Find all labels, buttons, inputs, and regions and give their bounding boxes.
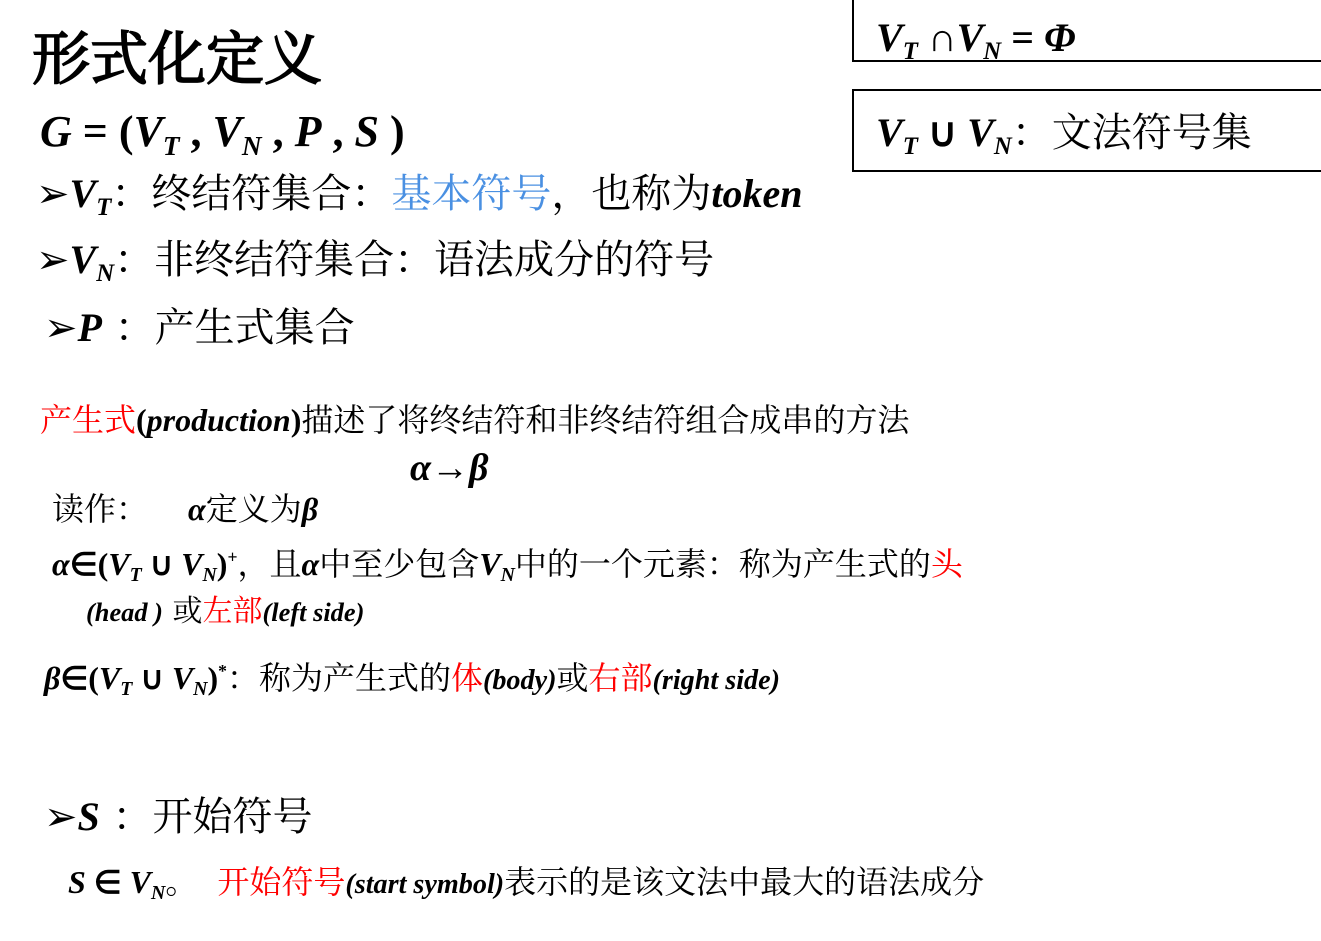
right-part-red: 右部 xyxy=(588,659,653,697)
left-side-english: (left side) xyxy=(262,597,365,627)
vn-symbol: V xyxy=(212,107,242,156)
or-text: 或 xyxy=(162,594,203,629)
vn-symbol: V xyxy=(69,237,97,282)
production-term-red: 产生式 xyxy=(40,401,137,439)
comma: , xyxy=(321,107,355,156)
alpha-definition-continuation xyxy=(86,594,365,629)
bullet-arrow-icon: ➢ xyxy=(36,171,70,217)
subscript-n: N xyxy=(193,678,208,701)
empty-set-symbol: Φ xyxy=(1044,15,1076,60)
list-item-s xyxy=(44,794,313,840)
vn-description: 非终结符集合：语法成分的符号 xyxy=(154,237,715,283)
read-as-line xyxy=(52,490,319,528)
subscript-t: T xyxy=(120,678,133,701)
bullet-arrow-icon: ➢ xyxy=(44,305,78,351)
head-english: (head ) xyxy=(86,597,163,627)
production-description xyxy=(40,401,910,439)
also-called-text: ，也称为 xyxy=(551,171,712,217)
start-symbol-english: (start symbol) xyxy=(345,869,505,900)
intersection-operator: ∩ xyxy=(917,15,957,60)
period: 。 xyxy=(165,863,198,901)
equals-sign: = xyxy=(1001,15,1044,60)
basic-symbol-highlight: 基本符号 xyxy=(391,171,552,217)
beta-symbol: β xyxy=(469,447,489,489)
beta-definition-line xyxy=(44,659,780,701)
alpha-symbol: α xyxy=(52,546,70,582)
paren: ( xyxy=(136,402,147,438)
subscript-n: N xyxy=(500,564,515,587)
vt-symbol: V xyxy=(133,107,163,156)
alpha-symbol: α xyxy=(188,491,206,527)
union-formula xyxy=(876,110,1252,160)
left-part-red: 左部 xyxy=(202,594,263,629)
vn-symbol: V xyxy=(181,546,203,582)
start-symbol-term-red: 开始符号 xyxy=(217,863,346,901)
p-symbol: P xyxy=(294,107,322,156)
vn-symbol: V xyxy=(967,110,994,155)
list-item-vt xyxy=(36,171,803,221)
s-symbol: S xyxy=(68,864,86,900)
plus-superscript: + xyxy=(227,546,238,567)
union-operator: ∪ xyxy=(917,110,968,155)
defined-as-text: 定义为 xyxy=(205,490,302,528)
s-symbol: S xyxy=(354,107,379,156)
list-item-vn xyxy=(36,237,715,287)
vt-symbol: V xyxy=(108,546,130,582)
vt-symbol: V xyxy=(98,660,121,696)
production-text: 描述了将终结符和非终结符组合成串的方法 xyxy=(301,401,910,439)
comma: , xyxy=(261,107,295,156)
equals-paren: = ( xyxy=(71,107,134,156)
union-description: 文法符号集 xyxy=(1051,110,1252,156)
vn-symbol: V xyxy=(129,864,152,900)
colon: ： xyxy=(101,305,155,351)
paren: ) xyxy=(290,402,302,438)
list-item-p xyxy=(44,305,355,351)
alpha-symbol: α xyxy=(301,546,320,582)
body-english: (body) xyxy=(482,665,557,696)
head-description: 中的一个元素：称为产生式的 xyxy=(514,545,931,583)
colon: ： xyxy=(114,237,155,283)
comma: , xyxy=(179,107,213,156)
or-text: 或 xyxy=(556,659,589,697)
union-operator: ∪ xyxy=(141,546,182,582)
s-description: 开始符号 xyxy=(152,794,313,840)
colon: ： xyxy=(1011,110,1052,156)
token-term: token xyxy=(711,171,803,216)
body-description: ：称为产生式的 xyxy=(226,659,451,697)
right-side-english: (right side) xyxy=(652,665,780,696)
beta-symbol: β xyxy=(301,491,319,527)
close-paren: ) xyxy=(207,660,219,696)
bullet-arrow-icon: ➢ xyxy=(36,237,70,283)
subscript-t: T xyxy=(902,37,918,65)
read-as-label: 读作： xyxy=(52,490,149,528)
production-english: production xyxy=(146,402,291,438)
close-paren: ) xyxy=(216,546,228,582)
vt-symbol: V xyxy=(69,171,97,216)
subscript-t: T xyxy=(162,130,180,161)
vn-symbol: V xyxy=(956,15,984,60)
vt-symbol: V xyxy=(876,15,903,60)
g-symbol: G xyxy=(40,107,72,156)
head-term-red: 头 xyxy=(930,545,963,583)
star-superscript: * xyxy=(218,660,227,681)
vn-symbol: V xyxy=(479,546,501,582)
subscript-n: N xyxy=(96,259,115,287)
bullet-arrow-icon: ➢ xyxy=(44,794,78,840)
subscript-n: N xyxy=(202,564,217,587)
s-symbol: S xyxy=(77,794,100,839)
colon: ： xyxy=(111,171,152,217)
element-of: ∈( xyxy=(69,546,109,582)
and-text: ，且 xyxy=(237,545,302,583)
subscript-t: T xyxy=(96,193,112,221)
alpha-arrow-beta-formula xyxy=(410,448,489,487)
element-of: ∈( xyxy=(60,660,99,696)
vt-description: 终结符集合： xyxy=(151,171,392,217)
subscript-t: T xyxy=(902,132,918,160)
alpha-symbol: α xyxy=(410,447,432,489)
vn-symbol: V xyxy=(171,660,194,696)
body-term-red: 体 xyxy=(450,659,483,697)
union-operator: ∪ xyxy=(132,660,172,696)
start-symbol-definition xyxy=(68,863,985,905)
right-arrow-icon: → xyxy=(431,447,470,489)
contains-text: 中至少包含 xyxy=(319,545,480,583)
vt-symbol: V xyxy=(876,110,903,155)
start-symbol-text: 表示的是该文法中最大的语法成分 xyxy=(504,863,985,901)
beta-symbol: β xyxy=(44,660,61,696)
colon: ： xyxy=(99,794,153,840)
close-paren: ) xyxy=(378,107,405,156)
subscript-n: N xyxy=(241,130,262,161)
subscript-n: N xyxy=(983,37,1002,65)
p-description: 产生式集合 xyxy=(154,305,355,351)
element-of: ∈ xyxy=(85,864,130,900)
alpha-definition-line xyxy=(52,545,963,587)
subscript-n: N xyxy=(993,132,1012,160)
page-title: 形式化定义 xyxy=(32,25,323,93)
subscript-t: T xyxy=(129,564,142,587)
intersection-formula xyxy=(876,15,1076,65)
p-symbol: P xyxy=(77,305,102,350)
subscript-n: N xyxy=(151,882,166,905)
grammar-definition xyxy=(40,107,405,161)
